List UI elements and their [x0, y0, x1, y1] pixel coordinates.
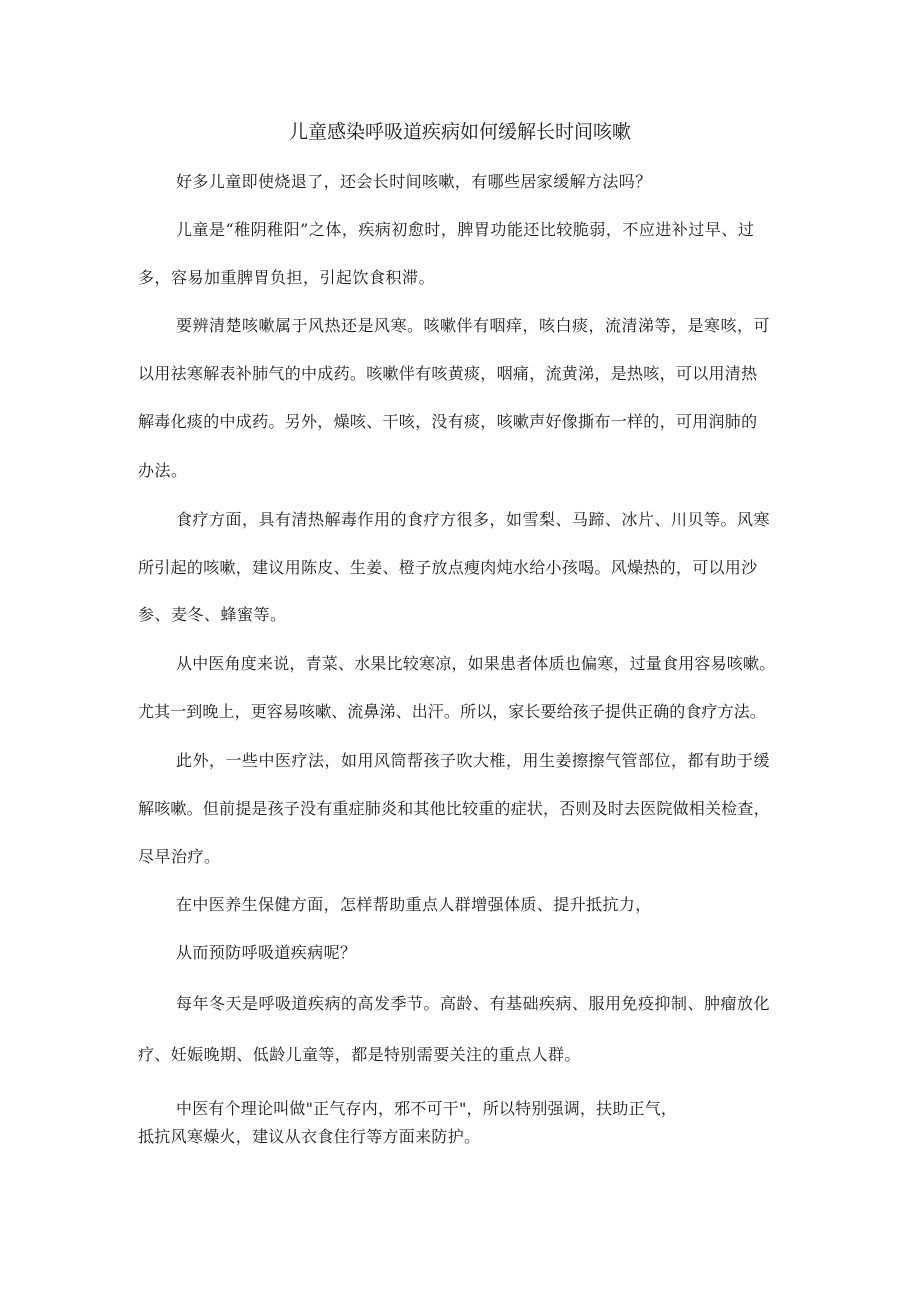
line-7: 办法。	[138, 461, 188, 480]
line-3: 多，容易加重脾胃负担，引起饮食积滞。	[138, 268, 436, 287]
document-title: 儿童感染呼吸道疾病如何缓解长时间咳嗽	[288, 121, 631, 143]
line-20: 中医有个理论叫做"正气存内，邪不可干"，所以特别强调，扶助正气，	[176, 1099, 678, 1118]
line-14: 解咳嗽。但前提是孩子没有重症肺炎和其他比较重的症状，否则及时去医院做相关检查，	[138, 799, 770, 818]
line-19: 疗、妊娠晚期、低龄儿童等，都是特别需要关注的重点人群。	[138, 1045, 581, 1064]
line-9: 所引起的咳嗽，建议用陈皮、生姜、橙子放点瘦肉炖水给小孩喝。风燥热的，可以用沙	[138, 558, 758, 577]
line-17: 从而预防呼吸道疾病呢？	[176, 943, 357, 962]
line-4: 要辨清楚咳嗽属于风热还是风寒。咳嗽伴有咽痒，咳白痰，流清涕等，是寒咳，可	[176, 316, 771, 335]
line-16: 在中医养生保健方面，怎样帮助重点人群增强体质、提升抵抗力，	[176, 895, 652, 914]
line-13: 此外，一些中医疗法，如用风筒帮孩子吹大椎，用生姜擦擦气管部位，都有助于缓	[176, 751, 771, 770]
line-10: 参、麦冬、蜂蜜等。	[138, 605, 287, 624]
line-12: 尤其一到晚上，更容易咳嗽、流鼻涕、出汗。所以，家长要给孩子提供正确的食疗方法。	[138, 702, 766, 721]
line-5: 以用祛寒解表补肺气的中成药。咳嗽伴有咳黄痰，咽痛，流黄涕，是热咳，可以用清热	[138, 364, 758, 383]
line-11: 从中医角度来说，青菜、水果比较寒凉，如果患者体质也偏寒，过量食用容易咳嗽。	[176, 654, 776, 673]
line-8: 食疗方面，具有清热解毒作用的食疗方很多，如雪梨、马蹄、冰片、川贝等。风寒	[176, 510, 771, 529]
line-2: 儿童是“稚阴稚阳”之体，疾病初愈时，脾胃功能还比较脆弱，不应进补过早、过	[176, 220, 755, 239]
line-21: 抵抗风寒燥火，建议从衣食住行等方面来防护。	[138, 1127, 481, 1146]
line-15: 尽早治疗。	[138, 847, 221, 866]
line-6: 解毒化痰的中成药。另外，燥咳、干咳，没有痰，咳嗽声好像撕布一样的，可用润肺的	[138, 412, 758, 431]
line-18: 每年冬天是呼吸道疾病的高发季节。高龄、有基础疾病、服用免疫抑制、肿瘤放化	[176, 994, 771, 1013]
line-1: 好多儿童即使烧退了，还会长时间咳嗽，有哪些居家缓解方法吗？	[176, 172, 652, 191]
